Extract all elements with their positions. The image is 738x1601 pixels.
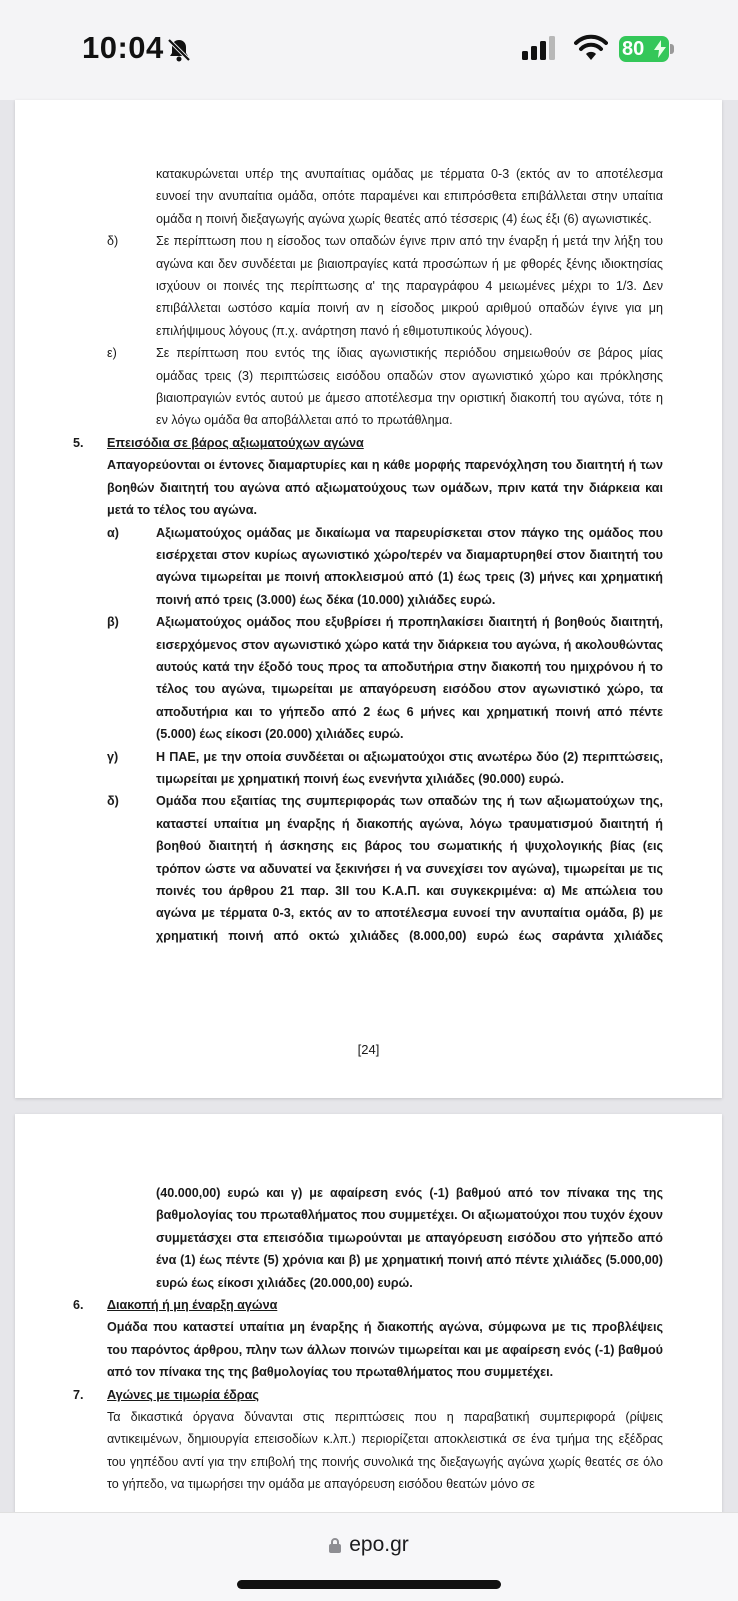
list-item-label: δ) [107,234,119,249]
list-item [73,522,663,612]
list-item-text: Σε περίπτωση που εντός της ίδιας αγωνιστικής περιόδου σημειωθούν σε βάρος μίας ομάδας τρεις (3) περιπτώσεις εισόδου οπαδών στον αγωνιστικό χώρο και πρόκλησης βιαιοπραγιών εντός αυτού με άμεσο αποτέλεσμα την οριστική διακοπή του αγώνα, τότε η εν λόγω ομάδα θα αποβάλλεται από το πρωτάθλημα. [156,346,663,428]
url-display[interactable] [0,1533,738,1559]
page-number: [24] [357,1042,380,1057]
document-page-25 [15,1114,722,1514]
list-item-text: Σε περίπτωση που η είσοδος των οπαδών έγινε πριν από την έναρξη ή μετά την λήξη του αγώνα και δεν συνδέεται με βιαιοπραγίες κατά προσώπων ή με φθορές ξένης ιδιοκτησίας ισχύουν οι ποινές της περίπτωσης α' της παραγράφου 4 μειωμένες μέχρι το 1/3. Δεν επιβάλλεται ωστόσο καμία ποινή αν η είσοδος μικρού αριθμού οπαδών έγινε για μη επιλήψιμους λόγους (π.χ. ανάρτηση πανό ή εθιμοτυπικούς λόγους). [156,234,663,338]
section-title: Επεισόδια σε βάρος αξιωματούχων αγώνα [107,435,364,450]
list-item-label: β) [107,615,119,630]
list-item-text: Η ΠΑΕ, με την οποία συνδέεται οι αξιωματούχοι στις ανωτέρω δύο (2) περιπτώσεις, τιμωρείται με χρηματική ποινή έως ενενήντα χιλιάδες (90.000) ευρώ. [156,749,663,786]
home-indicator[interactable] [237,1580,501,1589]
signal-icon [522,36,558,65]
paragraph-intro: κατακυρώνεται υπέρ της ανυπαίτιας ομάδας με τέρματα 0-3 (εκτός αν το αποτέλεσμα ευνοεί την ανυπαίτια ομάδα, οπότε παραμένει και επιπρόσθετα επιβάλλεται στην υπαίτια ομάδα η ποινή διεξαγωγής αγώνα χωρίς θεατές από τέσσερις (4) έως έξι (6) αγωνιστικές. [156,167,663,226]
lock-icon [329,1535,341,1559]
list-item [73,746,663,791]
status-bar [0,0,738,100]
section-number: 6. [73,1298,84,1313]
list-item-label: γ) [107,749,119,764]
section-title: Αγώνες με τιμωρία έδρας [107,1387,259,1402]
paragraph-continuation: (40.000,00) ευρώ και γ) με αφαίρεση ενός (-1) βαθμού από τον πίνακα της της βαθμολογίας του πρωταθλήματος που συμμετέχει. Οι αξιωματούχοι που τυχόν έχουν συμμετάσχει στα επεισόδια τιμωρούνται με απαγόρευση εισόδου στο γήπεδο από ένα (1) έως πέντε (5) χρόνια και β) με χρηματική ποινή από πέντε χιλιάδες (5.000,00) ευρώ έως είκοσι χιλιάδες (20.000,00) ευρώ. [156,1186,663,1290]
section-intro: Απαγορεύονται οι έντονες διαμαρτυρίες και η κάθε μορφής παρενόχληση του διαιτητή ή των βοηθών διαιτητή του αγώνα από αξιωματούχους των ομάδων, πριν κατά την διάρκεια και μετά το τέλος του αγώνα. [107,458,663,518]
page-content [73,163,663,947]
list-item-label: α) [107,525,119,540]
list-item [73,611,663,745]
battery-cap [670,44,674,54]
battery-level: 80 [622,38,645,60]
clock: 10:04 [82,30,164,65]
section-text: Ομάδα που καταστεί υπαίτια μη έναρξης ή διακοπής αγώνα, σύμφωνα με τις προβλέψεις του παρόντος άρθρου, πλην των άλλων ποινών τιμωρείται και με αφαίρεση ενός (-1) βαθμού από τον πίνακα της της βαθμολογίας του πρωταθλήματος που συμμετέχει. [107,1320,663,1380]
bell-slash-icon [166,37,192,68]
bolt-icon [654,40,666,58]
page-content [73,1182,663,1496]
section-number: 7. [73,1387,84,1402]
section-number: 5. [73,435,84,450]
list-item-text: Αξιωματούχος ομάδας με δικαίωμα να παρευρίσκεται στον πάγκο της ομάδος που εισέρχεται στον κυρίως αγωνιστικό χώρο/τερέν να διαμαρτυρηθεί στον διαιτητή του αγώνα τιμωρείται με ποινή αποκλεισμού από (1) έως τρεις (3) μήνες και χρηματική ποινή από τρεις (3.000) έως δέκα (10.000) χιλιάδες ευρώ. [156,525,663,607]
section-title: Διακοπή ή μη έναρξη αγώνα [107,1298,278,1313]
battery-charging-icon [619,36,669,62]
section-6 [73,1294,663,1384]
list-item-label: ε) [107,346,117,361]
list-item [73,230,663,342]
list-item-text: Αξιωματούχος ομάδος που εξυβρίσει ή προπηλακίσει διαιτητή ή βοηθούς διαιτητή, εισερχόμενος στον αγωνιστικό χώρο κατά την διάρκεια του αγώνα, ή ακολουθώντας αυτούς κατά την έξοδό τους προς τα αποδυτήρια στην διακοπή του ημιχρόνου ή το τέλος του αγώνα, τιμωρείται με απαγόρευση εισόδου στον αγωνιστικό χώρο, τα αποδυτήρια και το γήπεδο από 2 έως 6 μήνες και χρηματική ποινή από πέντε (5.000) έως είκοσι (20.000) χιλιάδες ευρώ. [156,615,663,742]
wifi-icon [574,33,608,66]
list-item [73,790,663,947]
url-text: epo.gr [349,1533,409,1556]
section-text: Τα δικαστικά όργανα δύνανται στις περιπτώσεις που η παραβατική συμπεριφορά (ρίψεις αντικειμένων, δημιουργία επεισοδίων κ.λπ.) περιορίζεται αποκλειστικά σε ένα τμήμα της εξέδρας του γηπέδου αντί για την επιβολή της ποινής συνολικά της διεξαγωγής αγώνα χωρίς θεατές σε όλο το γήπεδο, να τιμωρήσει την ομάδα με απαγόρευση εισόδου θεατών μόνο σε [107,1410,663,1492]
document-page-24 [15,100,722,1098]
list-item-label: δ) [107,794,119,809]
section-7 [73,1384,663,1496]
section-5 [73,432,663,522]
list-item-text: Ομάδα που εξαιτίας της συμπεριφοράς των οπαδών της ή των αξιωματούχων της, καταστεί υπαίτια μη έναρξης ή διακοπής αγώνα, λόγω τραυματισμού διαιτητή ή βοηθού διαιτητή ή άσκησης εις βάρος του σωματικής ή ψυχολογικής βίας (εις τρόπον ώστε να αδυνατεί να ξεκινήσει ή να συνεχίσει τον αγώνα), τιμωρείται με τις ποινές του άρθρου 21 παρ. 3ΙΙ του Κ.Α.Π. και συγκεκριμένα: α) Με απώλεια του αγώνα με τέρματα 0-3, εκτός αν το αποτέλεσμα ευνοεί την ανυπαίτια ομάδα, β) με χρηματική ποινή από οκτώ χιλιάδες (8.000,00) ευρώ έως σαράντα χιλιάδες [156,794,663,943]
list-item [73,342,663,432]
